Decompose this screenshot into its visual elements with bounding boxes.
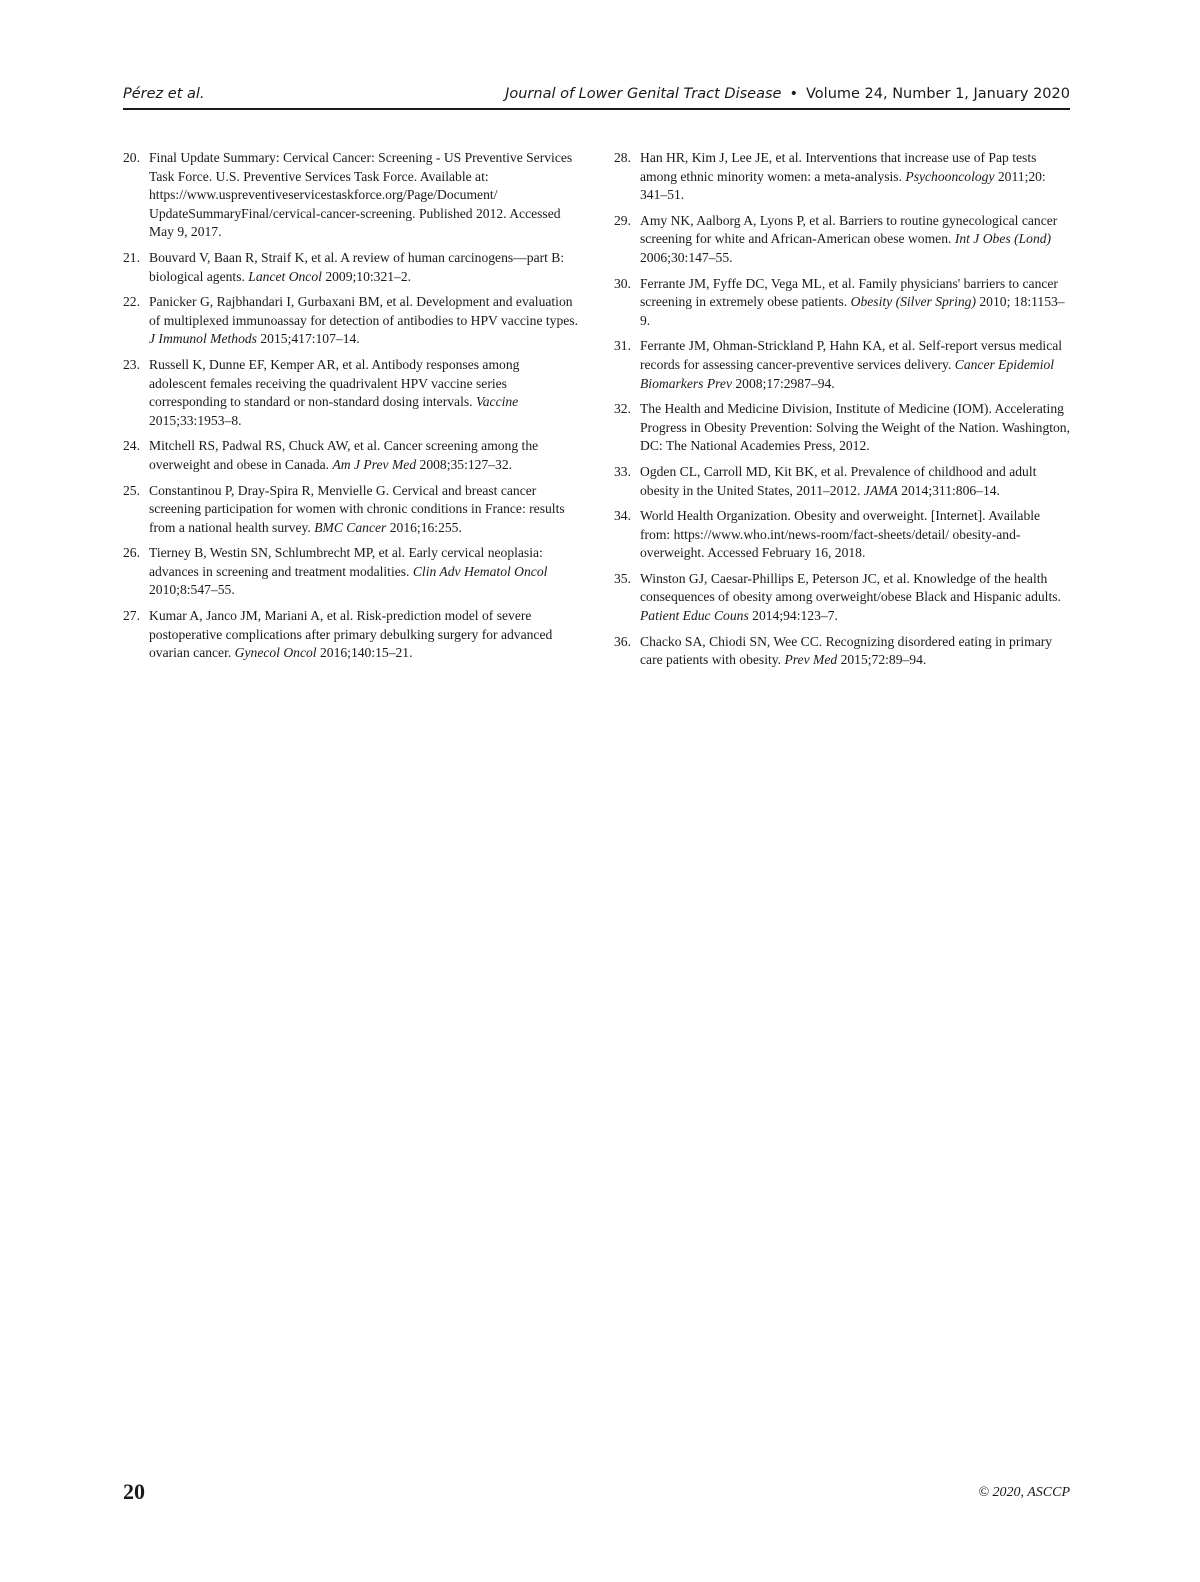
- running-header: [123, 84, 1070, 110]
- reference-item: [614, 400, 1070, 456]
- reference-number: 34.: [614, 508, 631, 524]
- journal-title: Journal of Lower Genital Tract Disease: [505, 86, 782, 102]
- reference-text: [640, 150, 1046, 202]
- reference-number: 26.: [123, 545, 140, 561]
- page-number: 20: [123, 1479, 145, 1504]
- reference-segment: Bouvard V, Baan R, Straif K, et al. A review of human carcinogens—part B: biological agents.: [149, 249, 565, 284]
- reference-item: [614, 337, 1070, 393]
- reference-segment: 2010; 18:1153–9.: [640, 294, 1065, 328]
- reference-item: [123, 482, 579, 538]
- journal-name: JAMA: [863, 482, 898, 498]
- reference-segment: 2015;33:1953–8.: [149, 412, 242, 428]
- reference-item: [614, 463, 1070, 500]
- volume-info: Volume 24, Number 1, January 2020: [806, 86, 1070, 102]
- page-footer: [123, 1479, 1070, 1509]
- reference-text: [640, 571, 1061, 623]
- reference-segment: Panicker G, Rajbhandari I, Gurbaxani BM, et al. Development and evaluation of multiplexed immunoassay for detection of antibodies to HPV vaccine types.: [149, 294, 578, 328]
- reference-text: [149, 357, 519, 428]
- reference-number: 36.: [614, 633, 631, 649]
- reference-number: 25.: [123, 482, 140, 498]
- journal-name: Int J Obes (Lond): [954, 231, 1052, 247]
- reference-number: 33.: [614, 463, 631, 479]
- copyright-notice: © 2020, ASCCP: [978, 1485, 1070, 1500]
- reference-segment: Amy NK, Aalborg A, Lyons P, et al. Barriers to routine gynecological cancer screening for white and African-American obese women.: [640, 212, 1058, 247]
- reference-item: [123, 249, 579, 286]
- reference-number: 21.: [123, 249, 140, 265]
- reference-text: [149, 150, 572, 239]
- reference-text: [149, 294, 578, 346]
- reference-segment: Constantinou P, Dray-Spira R, Menvielle G. Cervical and breast cancer screening participation for women with chronic conditions in France: results from a national health survey.: [149, 482, 565, 535]
- reference-item: [614, 149, 1070, 205]
- reference-segment: Ferrante JM, Ohman-Strickland P, Hahn KA, et al. Self-report versus medical records for assessing cancer-preventive services delivery.: [640, 338, 1063, 372]
- reference-item: [123, 607, 579, 663]
- journal-name: Psychooncology: [905, 168, 995, 184]
- reference-item: [123, 149, 579, 242]
- journal-name: Patient Educ Couns: [640, 608, 749, 624]
- reference-segment: World Health Organization. Obesity and overweight. [Internet]. Available from: https://www.who.int/news-room/fact-sheets/detail/ obesity-and-overweight. Accessed February 16, 2018.: [640, 508, 1041, 561]
- reference-segment: Ferrante JM, Fyffe DC, Vega ML, et al. Family physicians' barriers to cancer screening in extremely obese patients.: [640, 275, 1058, 310]
- header-separator: •: [789, 86, 798, 102]
- reference-text: [149, 438, 538, 472]
- reference-segment: Winston GJ, Caesar-Phillips E, Peterson JC, et al. Knowledge of the health consequences of obesity among overweight/obese Black and Hispanic adults.: [640, 570, 1061, 605]
- reference-item: [614, 212, 1070, 268]
- reference-segment: Han HR, Kim J, Lee JE, et al. Interventions that increase use of Pap tests among ethnic minority women: a meta-analysis.: [640, 150, 1037, 184]
- reference-segment: 2008;17:2987–94.: [731, 375, 835, 391]
- reference-item: [614, 275, 1070, 331]
- references-right-column: [614, 149, 1070, 677]
- reference-segment: 2011;20: 341–51.: [640, 168, 1046, 203]
- reference-segment: Final Update Summary: Cervical Cancer: Screening - US Preventive Services Task Force. U.S. Preventive Services Task Force. Available at: https://www.uspreventiveservicestaskforce.org/Page/Document/ UpdateSummaryFinal/cervical-cancer-screening. Published 2012. Accessed May 9, 2017.: [149, 150, 573, 240]
- reference-item: [614, 570, 1070, 626]
- running-header-journal: [505, 86, 1070, 102]
- journal-name: Cancer Epidemiol Biomarkers Prev: [640, 356, 1055, 391]
- reference-number: 29.: [614, 212, 631, 228]
- reference-number: 24.: [123, 438, 140, 454]
- reference-number: 23.: [123, 356, 140, 372]
- reference-item: [614, 507, 1070, 563]
- reference-text: [640, 401, 1070, 453]
- reference-number: 27.: [123, 608, 140, 624]
- reference-segment: 2010;8:547–55.: [149, 582, 235, 598]
- reference-text: [149, 608, 552, 660]
- reference-segment: Russell K, Dunne EF, Kemper AR, et al. Antibody responses among adolescent females receiving the quadrivalent HPV vaccine series corresponding to standard or non-standard dosing intervals.: [149, 356, 520, 410]
- reference-text: [149, 250, 564, 284]
- reference-text: [640, 464, 1036, 498]
- reference-number: 20.: [123, 150, 140, 165]
- reference-segment: Ogden CL, Carroll MD, Kit BK, et al. Prevalence of childhood and adult obesity in the United States, 2011–2012.: [640, 463, 1037, 498]
- journal-name: Obesity (Silver Spring): [850, 294, 976, 310]
- reference-item: [123, 437, 579, 474]
- reference-segment: Mitchell RS, Padwal RS, Chuck AW, et al. Cancer screening among the overweight and obese in Canada.: [149, 438, 539, 472]
- reference-text: [640, 338, 1062, 390]
- reference-item: [123, 356, 579, 430]
- journal-name: BMC Cancer: [314, 519, 387, 535]
- reference-segment: Tierney B, Westin SN, Schlumbrecht MP, et al. Early cervical neoplasia: advances in screening and treatment modalities.: [149, 545, 543, 579]
- reference-text: [149, 483, 565, 535]
- journal-name: Prev Med: [784, 652, 838, 668]
- journal-name: Vaccine: [475, 394, 519, 410]
- reference-segment: The Health and Medicine Division, Institute of Medicine (IOM). Accelerating Progress in Obesity Prevention: Solving the Weight of the Nation. Washington, DC: The National Academies Press, 2012.: [640, 401, 1071, 454]
- reference-number: 28.: [614, 150, 631, 165]
- reference-segment: 2015;417:107–14.: [256, 331, 360, 347]
- running-header-authors: Pérez et al.: [123, 86, 205, 102]
- reference-segment: 2009;10:321–2.: [321, 268, 412, 284]
- reference-text: [640, 508, 1040, 560]
- reference-item: [614, 633, 1070, 670]
- reference-item: [123, 544, 579, 600]
- reference-segment: Chacko SA, Chiodi SN, Wee CC. Recognizing disordered eating in primary care patients with obesity.: [640, 633, 1053, 668]
- reference-segment: 2006;30:147–55.: [640, 249, 733, 265]
- reference-number: 32.: [614, 401, 631, 417]
- reference-text: [640, 276, 1065, 328]
- reference-text: [640, 634, 1052, 668]
- reference-number: 35.: [614, 570, 631, 586]
- reference-segment: 2008;35:127–32.: [416, 456, 513, 472]
- journal-name: Gynecol Oncol: [234, 645, 317, 661]
- reference-number: 30.: [614, 275, 631, 291]
- references-left-column: [123, 149, 579, 670]
- reference-segment: 2015;72:89–94.: [837, 652, 927, 668]
- reference-segment: 2016;16:255.: [386, 519, 462, 535]
- journal-name: Lancet Oncol: [248, 268, 322, 284]
- reference-segment: Kumar A, Janco JM, Mariani A, et al. Risk-prediction model of severe postoperative complications after primary debulking surgery for advanced ovarian cancer.: [149, 608, 553, 661]
- reference-text: [149, 545, 547, 597]
- reference-segment: 2016;140:15–21.: [316, 645, 413, 661]
- reference-number: 22.: [123, 294, 140, 310]
- journal-name: J Immunol Methods: [149, 331, 257, 347]
- reference-segment: 2014;311:806–14.: [897, 482, 1000, 498]
- reference-item: [123, 293, 579, 349]
- journal-name: Am J Prev Med: [332, 456, 417, 472]
- reference-segment: 2014;94:123–7.: [748, 608, 838, 624]
- reference-text: [640, 213, 1057, 265]
- reference-number: 31.: [614, 338, 631, 354]
- journal-name: Clin Adv Hematol Oncol: [412, 563, 548, 579]
